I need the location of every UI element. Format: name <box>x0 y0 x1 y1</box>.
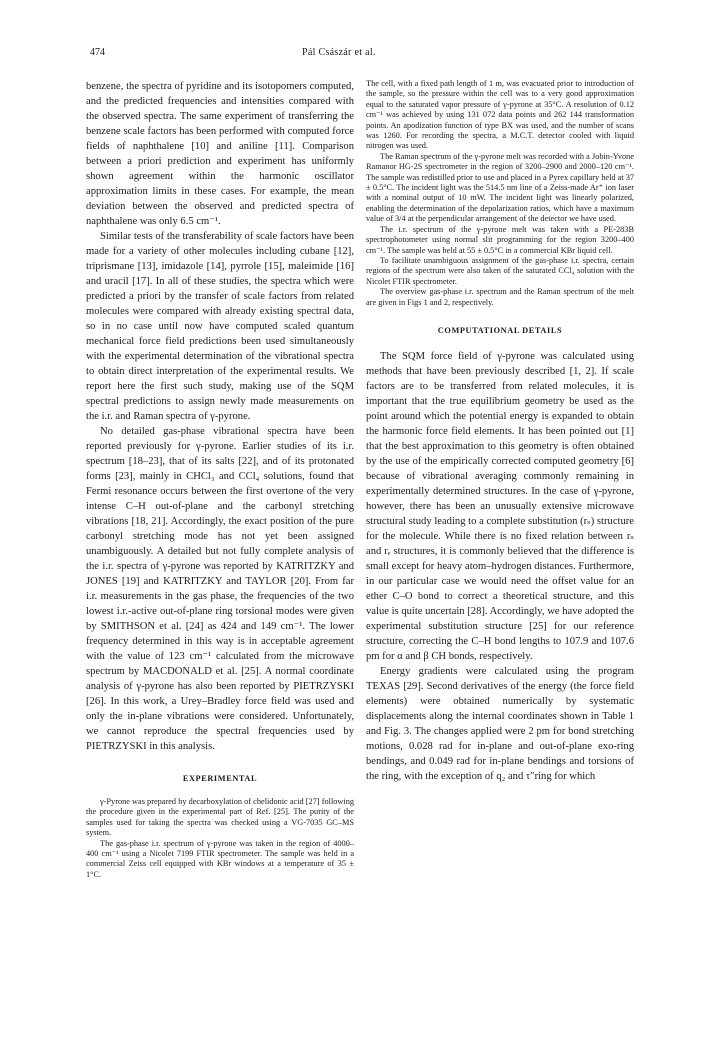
computational-details-heading: COMPUTATIONAL DETAILS <box>437 325 563 335</box>
previous-studies-paragraph: No detailed gas-phase vibrational spectra have been reported previously for γ-pyrone. Earlier studies of its i.r. spectrum [18–23], that of its salts [22], and of its protonated forms [23], mainly in CHCl₃ and CCl₄ solutions, found that Fermi resonance occurs between the first overtone of the very intense C–H out-of-plane and the carbonyl stretching vibrations [18, 21]. Accordingly, the exact position of the pure carbonyl stretching mode has not yet been assigned unambiguously. A detailed but not fully complete analysis of the i.r. spectra of γ-pyrone was reported by KATRITZKY and JONES [19] and KATRITZKY and TAYLOR [20]. From far i.r. measurements in the gas phase, the frequencies of the two lowest i.r.-active out-of-plane ring torsional modes were given by SMITHSON et al. [24] as 424 and 149 cm⁻¹. The lower frequency determined in this way is in acceptable agreement with the value of 123 cm⁻¹ calculated from the microwave spectrum by MACDONALD et al. [25]. A normal coordinate analysis of γ-pyrone has also been reported by PIETRZYSKI [26]. In this work, a Urey–Bradley force field was used and only the in-plane vibrations were considered. Unfortunately, we cannot reproduce the spectral frequencies used by PIETRZYSKI in this analysis. <box>86 426 354 752</box>
transferability-paragraph: Similar tests of the transferability of scale factors have been made for a variety of other molecules including cubane [12], triprismane [13], imidazole [14], pyrrole [15], maleimide [16] and uracil [17]. In all of these studies, the spectra which were predicted a priori by the transfer of scale factors from related molecules were compared with already existing spectral data, so in no case until now have computed scaled quantum mechanical force field predictions been used simultaneously with the experimental determination of the vibrational spectra to obtain direct interpretation of the experimental results. We report here the first such study, making use of the SQM spectral predictions to assign newly made measurements on the i.r. and Raman spectra of γ-pyrone. <box>86 231 354 422</box>
solution-spectra-paragraph: To facilitate unambiguous assignment of the gas-phase i.r. spectra, certain regions of the spectrum were also taken of the saturated CCl₄ solution with the Nicolet FTIR spectrometer. <box>366 255 634 286</box>
raman-paragraph: The Raman spectrum of the γ-pyrone melt was recorded with a Jobin-Yvone Ramanor HG-2S spectrometer in the region of 3200–2900 and 2000–120 cm⁻¹. The sample was redistilled prior to use and placed in a Pyrex capillary held at 37 ± 0.5°C. The incident light was the 514.5 nm line of a Zeiss-made Ar⁺ ion laser with a nominal output of 10 mW. The incident light was linearly polarized, enabling the determination of the depolarization ratios, which have a maximum value of 3/4 at the perpendicular arrangement of the detector we have used. <box>366 151 634 224</box>
left-column <box>86 79 354 880</box>
melt-ir-paragraph: The i.r. spectrum of the γ-pyrone melt was taken with a PE-283B spectrophotometer using normal slit programming for the region 3200–400 cm⁻¹. The sample was held at 55 ± 0.5°C in a commercial KBr liquid cell. <box>366 224 634 255</box>
sqm-force-field-paragraph: The SQM force field of γ-pyrone was calculated using methods that have been previously described [1, 2]. If scale factors are to be transferred from related molecules, it is important that the true equilibrium geometry be used as the point around which the potential energy is expanded to obtain the harmonic force field elements. It has been pointed out [1] that the best approximation to this geometry is often obtained by the use of the empirically corrected computed geometry [6] because of vibrational averaging commonly remaining in experimentally determined structures. In the case of γ-pyrone, however, there has been an unusually extensive microwave structural study leading to a complete substitution (rₛ) structure for the molecule. While there is no fixed relation between rₛ and rₑ structures, it is commonly believed that the difference is small except for heavy atom–hydrogen distances. Furthermore, in our particular case we would need the offset value for an ether C–O bond to correct a theoretical structure, and this value is quite uncertain [28]. Accordingly, we have adopted the experimental substitution structure [25] for our reference structure, correcting the C–H bond lengths to 107.9 and 107.6 pm for α and β CH bonds, respectively. <box>366 350 634 662</box>
gas-phase-ir-paragraph: The gas-phase i.r. spectrum of γ-pyrone was taken in the region of 4000–400 cm⁻¹ using a Nicolet 7199 FTIR spectrometer. The sample was held in a commercial Zeiss cell equipped with KBr windows at a temperature of 35 ± 1°C. <box>86 838 354 879</box>
running-head: Pál Császár et al. <box>302 47 376 58</box>
intro-paragraph-continued: benzene, the spectra of pyridine and its isotopomers computed, and the predicted frequencies and intensities compared with the observed spectra. The same experiment of transferring the benzene scale factors has been performed with computed force fields of naphthalene [10] and aniline [11]. Comparison between a priori prediction and experiment has uniformly shown agreement within the harmonic oscillator approximation limits in these cases. For example, the mean deviation between the observed and predicted spectra of naphthalene was only 6.5 cm⁻¹. <box>86 81 354 227</box>
right-column <box>366 79 634 784</box>
experimental-heading: EXPERIMENTAL <box>182 774 258 783</box>
page-number: 474 <box>90 47 105 58</box>
energy-gradients-paragraph: Energy gradients were calculated using the program TEXAS [29]. Second derivatives of the energy (the force field elements) were obtained numerically by systematic displacements along the internal coordinates shown in Table 1 and Fig. 3. The changes applied were 2 pm for bond stretching motions, 0.028 rad for in-plane and out-of-plane exo-ring bendings, and 0.049 rad for in-plane bendings and torsions of the ring, with the exception of q₂ and τ″ring for which <box>366 665 634 782</box>
cell-description-paragraph: The cell, with a fixed path length of 1 m, was evacuated prior to introduction of the sample, so the pressure within the cell was to a very good approximation equal to the saturated vapor pressure of γ-pyrone at 35°C. A resolution of 0.12 cm⁻¹ was achieved by using 131 072 data points and 262 144 transformation points. An apodization function of type BX was used, and the number of scans was 1260. For recording the spectra, a M.C.T. detector cooled with liquid nitrogen was used. <box>366 79 634 151</box>
overview-figures-paragraph: The overview gas-phase i.r. spectrum and the Raman spectrum of the melt are given in Figs 1 and 2, respectively. <box>366 287 634 307</box>
sample-preparation-paragraph: γ-Pyrone was prepared by decarboxylation of chelidonic acid [27] following the procedure given in the experimental part of Ref. [25]. The purity of the samples used for taking the spectra was checked using a VG-7035 GC–MS system. <box>86 797 354 838</box>
